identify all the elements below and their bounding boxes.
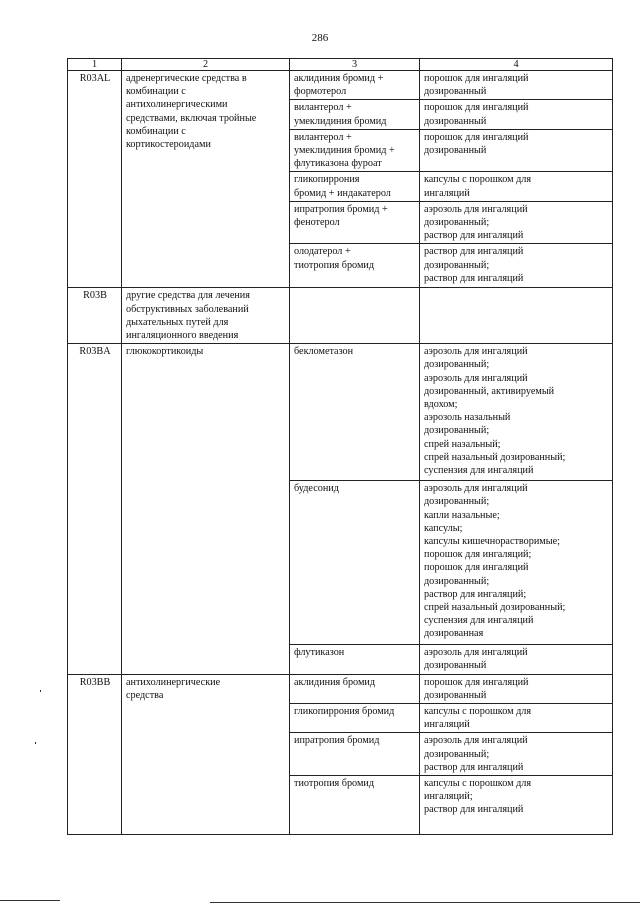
dosage-form: аэрозоль для ингаляций дозированный: [420, 645, 613, 674]
atc-code: R03AL: [68, 71, 122, 288]
table-body: [68, 71, 613, 835]
drug-name: олодатерол + тиотропия бромид: [290, 244, 420, 288]
drug-name: вилантерол + умеклидиния бромид + флутиказона фуроат: [290, 129, 420, 172]
drug-name: флутиказон: [290, 645, 420, 674]
dosage-form: [420, 288, 613, 344]
scan-dot: [35, 742, 36, 744]
scan-mark-left: [0, 900, 60, 901]
dosage-form: капсулы с порошком для ингаляций: [420, 704, 613, 733]
drug-table: [67, 58, 613, 835]
dosage-form: аэрозоль для ингаляций дозированный; капли назальные; капсулы; капсулы кишечнорастворимые; порошок для ингаляций; порошок для ингаляций дозированный; раствор для ингаляций; спрей назальный дозированный; суспензия для ингаляций дозированная: [420, 481, 613, 645]
group-description: адренергические средства в комбинации с антихолинергическими средствами, включая тройные комбинации с кортикостероидами: [122, 71, 290, 288]
atc-code: R03BA: [68, 344, 122, 674]
drug-name: вилантерол + умеклидиния бромид: [290, 100, 420, 129]
column-number: 1: [68, 59, 122, 71]
dosage-form: порошок для ингаляций дозированный: [420, 71, 613, 100]
drug-name: ипратропия бромид: [290, 733, 420, 776]
dosage-form: капсулы с порошком для ингаляций; раствор для ингаляций: [420, 776, 613, 835]
dosage-form: раствор для ингаляций дозированный; раствор для ингаляций: [420, 244, 613, 288]
table-row: [68, 71, 613, 100]
group-description: глюкокортикоиды: [122, 344, 290, 674]
page-number: 286: [311, 32, 329, 44]
drug-name: гликопиррония бромид: [290, 704, 420, 733]
drug-name: [290, 288, 420, 344]
dosage-form: аэрозоль для ингаляций дозированный; аэрозоль для ингаляций дозированный, активируемый вдохом; аэрозоль назальный дозированный; спрей назальный; спрей назальный дозированный; суспензия для ингаляций: [420, 344, 613, 481]
atc-code: R03BB: [68, 674, 122, 834]
drug-name: аклидиния бромид: [290, 674, 420, 703]
dosage-form: капсулы с порошком для ингаляций: [420, 172, 613, 201]
scan-mark-bottom: [210, 902, 640, 903]
drug-name: аклидиния бромид + формотерол: [290, 71, 420, 100]
table-row: [68, 674, 613, 703]
scan-dot: [40, 690, 41, 692]
dosage-form: порошок для ингаляций дозированный: [420, 674, 613, 703]
table-row: [68, 344, 613, 481]
dosage-form: аэрозоль для ингаляций дозированный; раствор для ингаляций: [420, 733, 613, 776]
column-number: 2: [122, 59, 290, 71]
group-description: антихолинергические средства: [122, 674, 290, 834]
drug-name: будесонид: [290, 481, 420, 645]
group-description: другие средства для лечения обструктивных заболеваний дыхательных путей для ингаляционного введения: [122, 288, 290, 344]
dosage-form: порошок для ингаляций дозированный: [420, 129, 613, 172]
column-number: 4: [420, 59, 613, 71]
drug-name: беклометазон: [290, 344, 420, 481]
dosage-form: порошок для ингаляций дозированный: [420, 100, 613, 129]
dosage-form: аэрозоль для ингаляций дозированный; раствор для ингаляций: [420, 201, 613, 244]
drug-name: тиотропия бромид: [290, 776, 420, 835]
table-row: [68, 288, 613, 344]
column-number-row: [68, 59, 613, 71]
drug-name: гликопиррония бромид + индакатерол: [290, 172, 420, 201]
column-number: 3: [290, 59, 420, 71]
atc-code: R03B: [68, 288, 122, 344]
drug-name: ипратропия бромид + фенотерол: [290, 201, 420, 244]
